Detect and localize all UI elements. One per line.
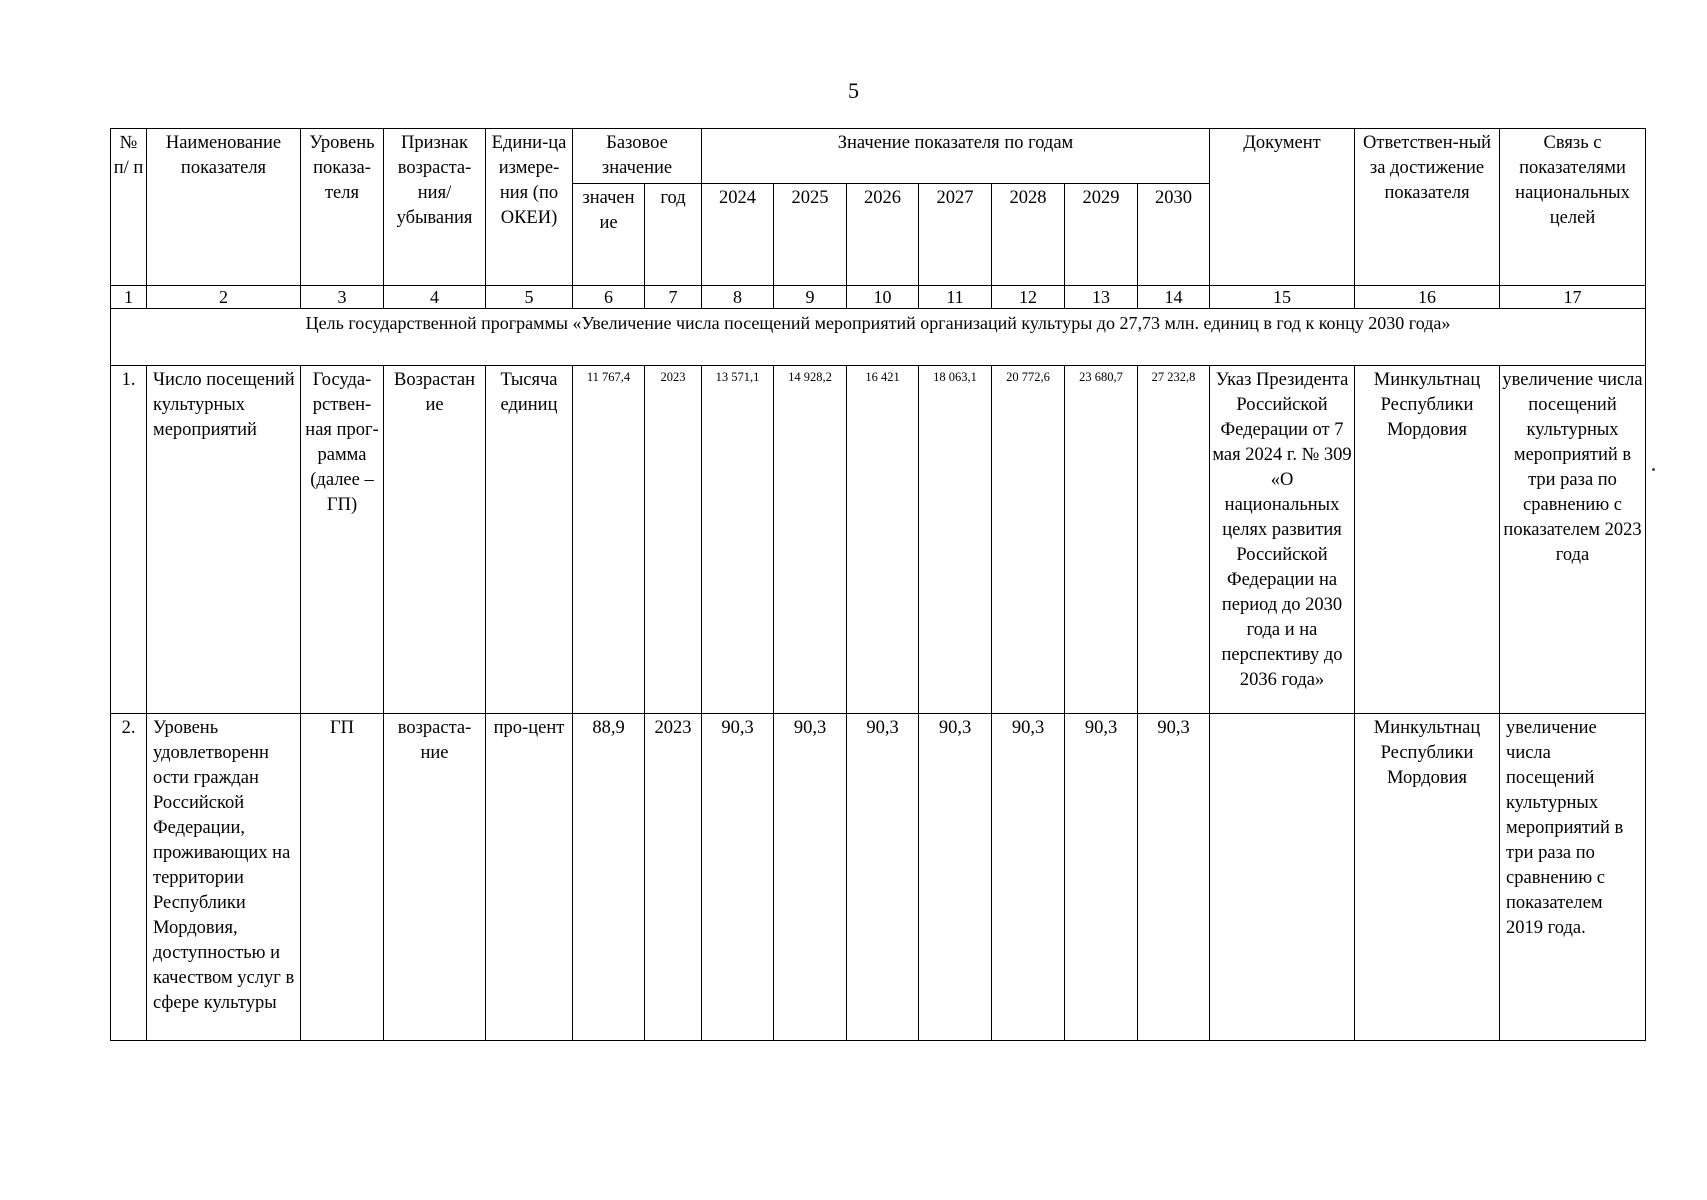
header-year: 2030 bbox=[1138, 184, 1210, 286]
indicator-direction: Возрастан ие bbox=[384, 366, 486, 714]
header-base-value: значен ие bbox=[573, 184, 645, 286]
column-number: 14 bbox=[1138, 286, 1210, 309]
scan-speck bbox=[1652, 468, 1655, 471]
year-value: 14 928,2 bbox=[774, 366, 847, 714]
base-value: 11 767,4 bbox=[573, 366, 645, 714]
header-year: 2028 bbox=[992, 184, 1065, 286]
year-value: 20 772,6 bbox=[992, 366, 1065, 714]
indicator-unit: про-цент bbox=[486, 714, 573, 1041]
header-year: 2024 bbox=[702, 184, 774, 286]
column-number: 6 bbox=[573, 286, 645, 309]
header-year: 2027 bbox=[919, 184, 992, 286]
header-base-year: год bbox=[645, 184, 702, 286]
document bbox=[1210, 714, 1355, 1041]
header-level: Уровень показа-теля bbox=[301, 129, 384, 286]
program-goal: Цель государственной программы «Увеличение числа посещений мероприятий организаций культуры до 27,73 млн. единиц в год к концу 2030 года» bbox=[111, 309, 1646, 366]
year-value: 16 421 bbox=[847, 366, 919, 714]
column-number: 16 bbox=[1355, 286, 1500, 309]
year-value: 13 571,1 bbox=[702, 366, 774, 714]
year-value: 90,3 bbox=[702, 714, 774, 1041]
indicators-table bbox=[110, 128, 1646, 1041]
responsible: Минкультнац Республики Мордовия bbox=[1355, 714, 1500, 1041]
column-number: 8 bbox=[702, 286, 774, 309]
header-unit: Едини-ца измере-ния (по ОКЕИ) bbox=[486, 129, 573, 286]
year-value: 90,3 bbox=[847, 714, 919, 1041]
header-document: Документ bbox=[1210, 129, 1355, 286]
column-number: 3 bbox=[301, 286, 384, 309]
column-number: 13 bbox=[1065, 286, 1138, 309]
header-num: № п/ п bbox=[111, 129, 147, 286]
column-number: 10 bbox=[847, 286, 919, 309]
column-number: 9 bbox=[774, 286, 847, 309]
table-row bbox=[111, 366, 1646, 714]
indicator-unit: Тысяча единиц bbox=[486, 366, 573, 714]
year-value: 90,3 bbox=[1138, 714, 1210, 1041]
year-value: 27 232,8 bbox=[1138, 366, 1210, 714]
column-number: 4 bbox=[384, 286, 486, 309]
base-year: 2023 bbox=[645, 714, 702, 1041]
table-row bbox=[111, 714, 1646, 1041]
header-years-group: Значение показателя по годам bbox=[702, 129, 1210, 184]
indicator-name: Уровень удовлетворенн ости граждан Российской Федерации, проживающих на территории Республики Мордовия, доступностью и качеством услуг в сфере культуры bbox=[147, 714, 301, 1041]
year-value: 90,3 bbox=[992, 714, 1065, 1041]
column-number: 12 bbox=[992, 286, 1065, 309]
header-responsible: Ответствен-ный за достижение показателя bbox=[1355, 129, 1500, 286]
national-goal-link: увеличение числа посещений культурных мероприятий в три раза по сравнению с показателем 2023 года bbox=[1500, 366, 1646, 714]
header-indicator-name: Наименование показателя bbox=[147, 129, 301, 286]
column-number: 2 bbox=[147, 286, 301, 309]
indicator-level: Госуда-рствен-ная прог-рамма (далее – ГП) bbox=[301, 366, 384, 714]
year-value: 18 063,1 bbox=[919, 366, 992, 714]
row-number: 2. bbox=[111, 714, 147, 1041]
header-year: 2029 bbox=[1065, 184, 1138, 286]
document: Указ Президента Российской Федерации от 7 мая 2024 г. № 309 «О национальных целях развития Российской Федерации на период до 2030 года и на перспективу до 2036 года» bbox=[1210, 366, 1355, 714]
year-value: 23 680,7 bbox=[1065, 366, 1138, 714]
goal-row bbox=[111, 309, 1646, 366]
row-number: 1. bbox=[111, 366, 147, 714]
column-number: 1 bbox=[111, 286, 147, 309]
page-number: 5 bbox=[848, 78, 859, 103]
column-numbers-row bbox=[111, 286, 1646, 309]
national-goal-link: увеличение числа посещений культурных мероприятий в три раза по сравнению с показателем 2019 года. bbox=[1500, 714, 1646, 1041]
indicator-level: ГП bbox=[301, 714, 384, 1041]
header-row bbox=[111, 129, 1646, 184]
column-number: 5 bbox=[486, 286, 573, 309]
indicator-name: Число посещений культурных мероприятий bbox=[147, 366, 301, 714]
base-year: 2023 bbox=[645, 366, 702, 714]
indicator-direction: возраста-ние bbox=[384, 714, 486, 1041]
column-number: 7 bbox=[645, 286, 702, 309]
header-direction: Признак возраста-ния/ убывания bbox=[384, 129, 486, 286]
column-number: 11 bbox=[919, 286, 992, 309]
column-number: 17 bbox=[1500, 286, 1646, 309]
header-year: 2026 bbox=[847, 184, 919, 286]
year-value: 90,3 bbox=[919, 714, 992, 1041]
column-number: 15 bbox=[1210, 286, 1355, 309]
year-value: 90,3 bbox=[1065, 714, 1138, 1041]
base-value: 88,9 bbox=[573, 714, 645, 1041]
header-base-group: Базовое значение bbox=[573, 129, 702, 184]
year-value: 90,3 bbox=[774, 714, 847, 1041]
header-year: 2025 bbox=[774, 184, 847, 286]
header-national-goals-link: Связь с показателями национальных целей bbox=[1500, 129, 1646, 286]
responsible: Минкультнац Республики Мордовия bbox=[1355, 366, 1500, 714]
